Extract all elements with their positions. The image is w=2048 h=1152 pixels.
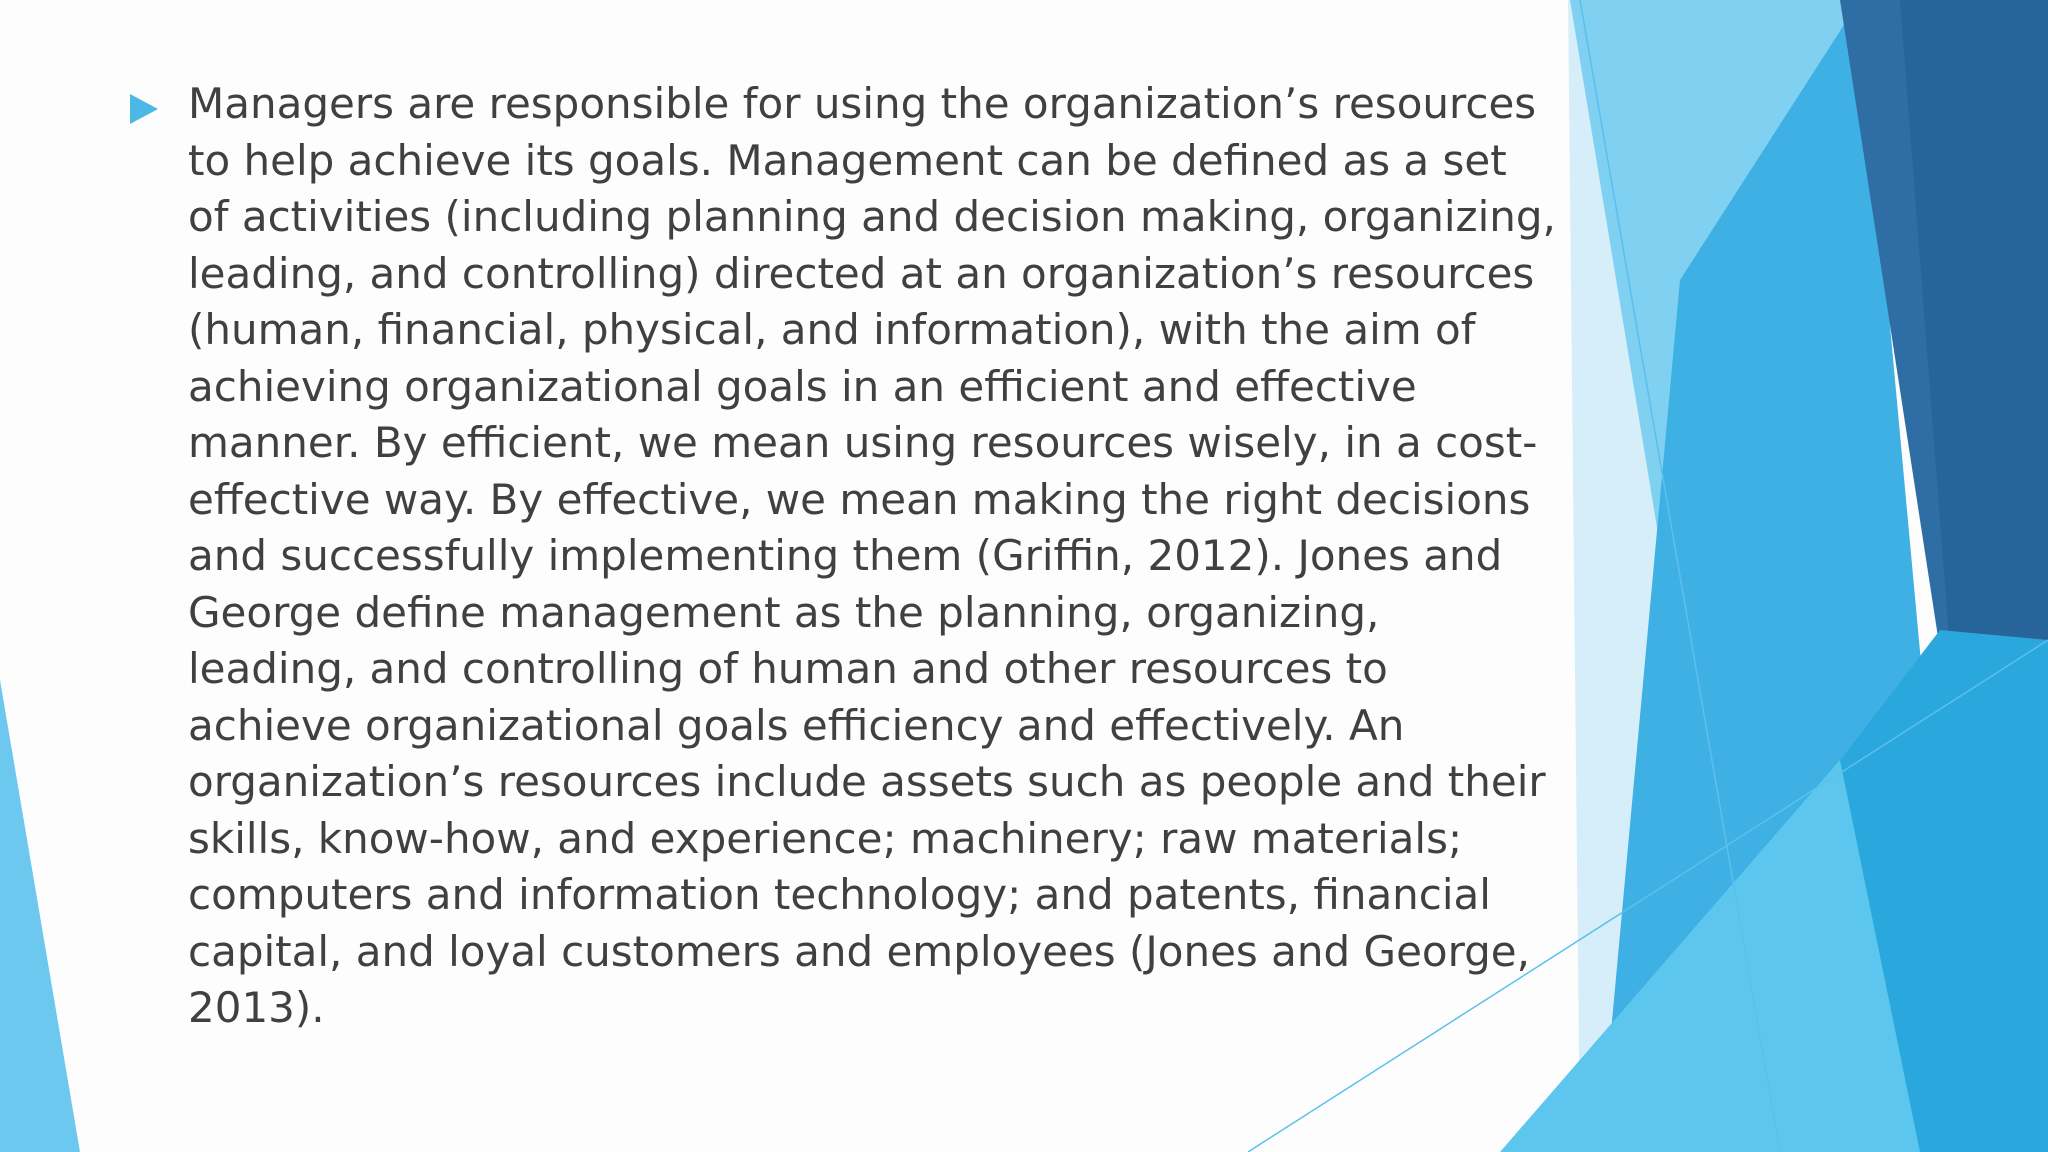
triangle-right-icon — [130, 94, 158, 124]
left-edge-shape — [0, 680, 80, 1152]
bullet-list — [130, 76, 1560, 1037]
bullet-text: Managers are responsible for using the organization’s resources to help achieve its goals. Management can be defined as a set of activities (including planning and decision making, organizing, leading, and controlling) directed at an organization’s resources (human, financial, physical, and information), with the aim of achieving organizational goals in an efficient and effective manner. By efficient, we mean using resources wisely, in a cost-effective way. By effective, we mean making the right decisions and successfully implementing them (Griffin, 2012). Jones and George define management as the planning, organizing, leading, and controlling of human and other resources to achieve organizational goals efficiency and effectively. An organization’s resources include assets such as people and their skills, know-how, and experience; machinery; raw materials; computers and information technology; and patents, financial capital, and loyal customers and employees (Jones and George, 2013). — [188, 79, 1556, 1032]
